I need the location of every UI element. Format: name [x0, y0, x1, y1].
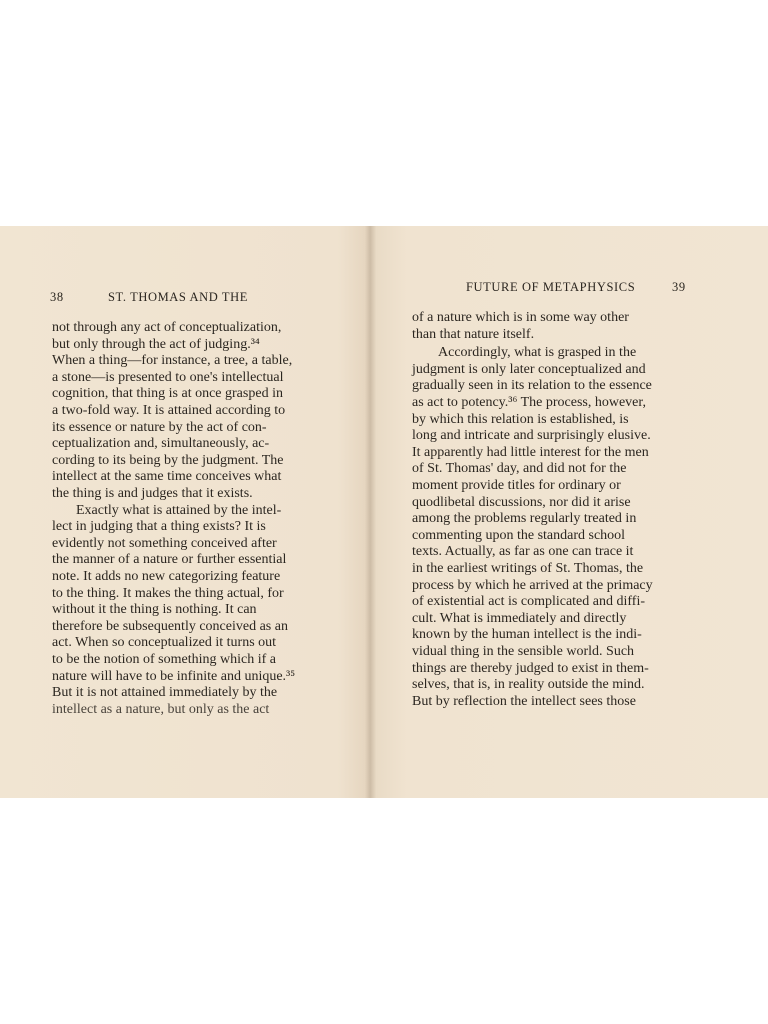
- left-line: cording to its being by the judgment. The: [52, 452, 284, 468]
- right-line: judgment is only later conceptualized and: [412, 361, 646, 377]
- right-page: [366, 226, 768, 798]
- left-page-number: 38: [50, 290, 64, 304]
- left-line: the manner of a nature or further essential: [52, 552, 287, 568]
- left-page: [0, 226, 366, 798]
- left-line: intellect as a nature, but only as the act: [52, 701, 270, 717]
- right-line: as act to potency.³⁶ The process, however,: [412, 395, 646, 410]
- right-line: moment provide titles for ordinary or: [412, 478, 621, 493]
- left-line: But it is not attained immediately by the: [52, 685, 278, 701]
- right-page-number: 39: [672, 280, 686, 294]
- right-line: by which this relation is established, is: [412, 411, 629, 427]
- left-line: to the thing. It makes the thing actual, for: [52, 585, 284, 601]
- left-line: a two-fold way. It is attained according to: [52, 403, 286, 418]
- right-line: gradually seen in its relation to the essence: [412, 378, 652, 394]
- left-line: not through any act of conceptualization,: [52, 320, 282, 335]
- right-line: selves, that is, in reality outside the mind.: [412, 677, 645, 693]
- left-line: cognition, that thing is at once grasped in: [52, 386, 283, 402]
- left-line: but only through the act of judging.³⁴: [52, 336, 260, 352]
- right-line: But by reflection the intellect sees those: [412, 693, 636, 709]
- left-line: Exactly what is attained by the intel-: [76, 502, 282, 518]
- right-line: commenting upon the standard school: [412, 527, 626, 543]
- left-line: without it the thing is nothing. It can: [52, 602, 257, 618]
- left-line: lect in judging that a thing exists? It is: [52, 519, 266, 535]
- left-line: a stone—is presented to one's intellectual: [52, 369, 284, 385]
- right-line: than that nature itself.: [412, 326, 535, 342]
- left-line: the thing is and judges that it exists.: [52, 486, 253, 501]
- right-line: among the problems regularly treated in: [412, 511, 637, 527]
- left-line: its essence or nature by the act of con-: [52, 419, 267, 435]
- open-book: [0, 226, 768, 798]
- left-line: note. It adds no new categorizing feature: [52, 569, 281, 584]
- left-line: act. When so conceptualized it turns out: [52, 635, 277, 651]
- left-line: therefore be subsequently conceived as an: [52, 618, 288, 634]
- left-line: When a thing—for instance, a tree, a table,: [52, 353, 293, 369]
- left-line: to be the notion of something which if a: [52, 652, 276, 667]
- right-line: long and intricate and surprisingly elusive.: [412, 428, 651, 444]
- right-line: vidual thing in the sensible world. Such: [412, 644, 635, 659]
- right-line: known by the human intellect is the indi-: [412, 627, 642, 643]
- right-line: of a nature which is in some way other: [412, 310, 629, 325]
- right-line: Accordingly, what is grasped in the: [438, 345, 637, 361]
- right-line: process by which he arrived at the primacy: [412, 577, 653, 593]
- right-running-head: FUTURE OF METAPHYSICS: [466, 280, 636, 294]
- right-line: things are thereby judged to exist in them-: [412, 660, 649, 676]
- right-line: of St. Thomas' day, and did not for the: [412, 461, 627, 477]
- right-line: of existential act is complicated and diffi-: [412, 594, 645, 610]
- left-running-head: ST. THOMAS AND THE: [108, 290, 248, 304]
- left-line: ceptualization and, simultaneously, ac-: [52, 436, 270, 452]
- left-line: evidently not something conceived after: [52, 535, 277, 551]
- right-line: quodlibetal discussions, nor did it arise: [412, 494, 631, 510]
- right-line: It apparently had little interest for the men: [412, 444, 649, 460]
- right-line: cult. What is immediately and directly: [412, 610, 627, 626]
- left-line: nature will have to be infinite and unique.³⁵: [52, 668, 296, 684]
- left-line: intellect at the same time conceives what: [52, 469, 282, 485]
- right-line: texts. Actually, as far as one can trace it: [412, 544, 634, 560]
- right-line: in the earliest writings of St. Thomas, the: [412, 561, 644, 576]
